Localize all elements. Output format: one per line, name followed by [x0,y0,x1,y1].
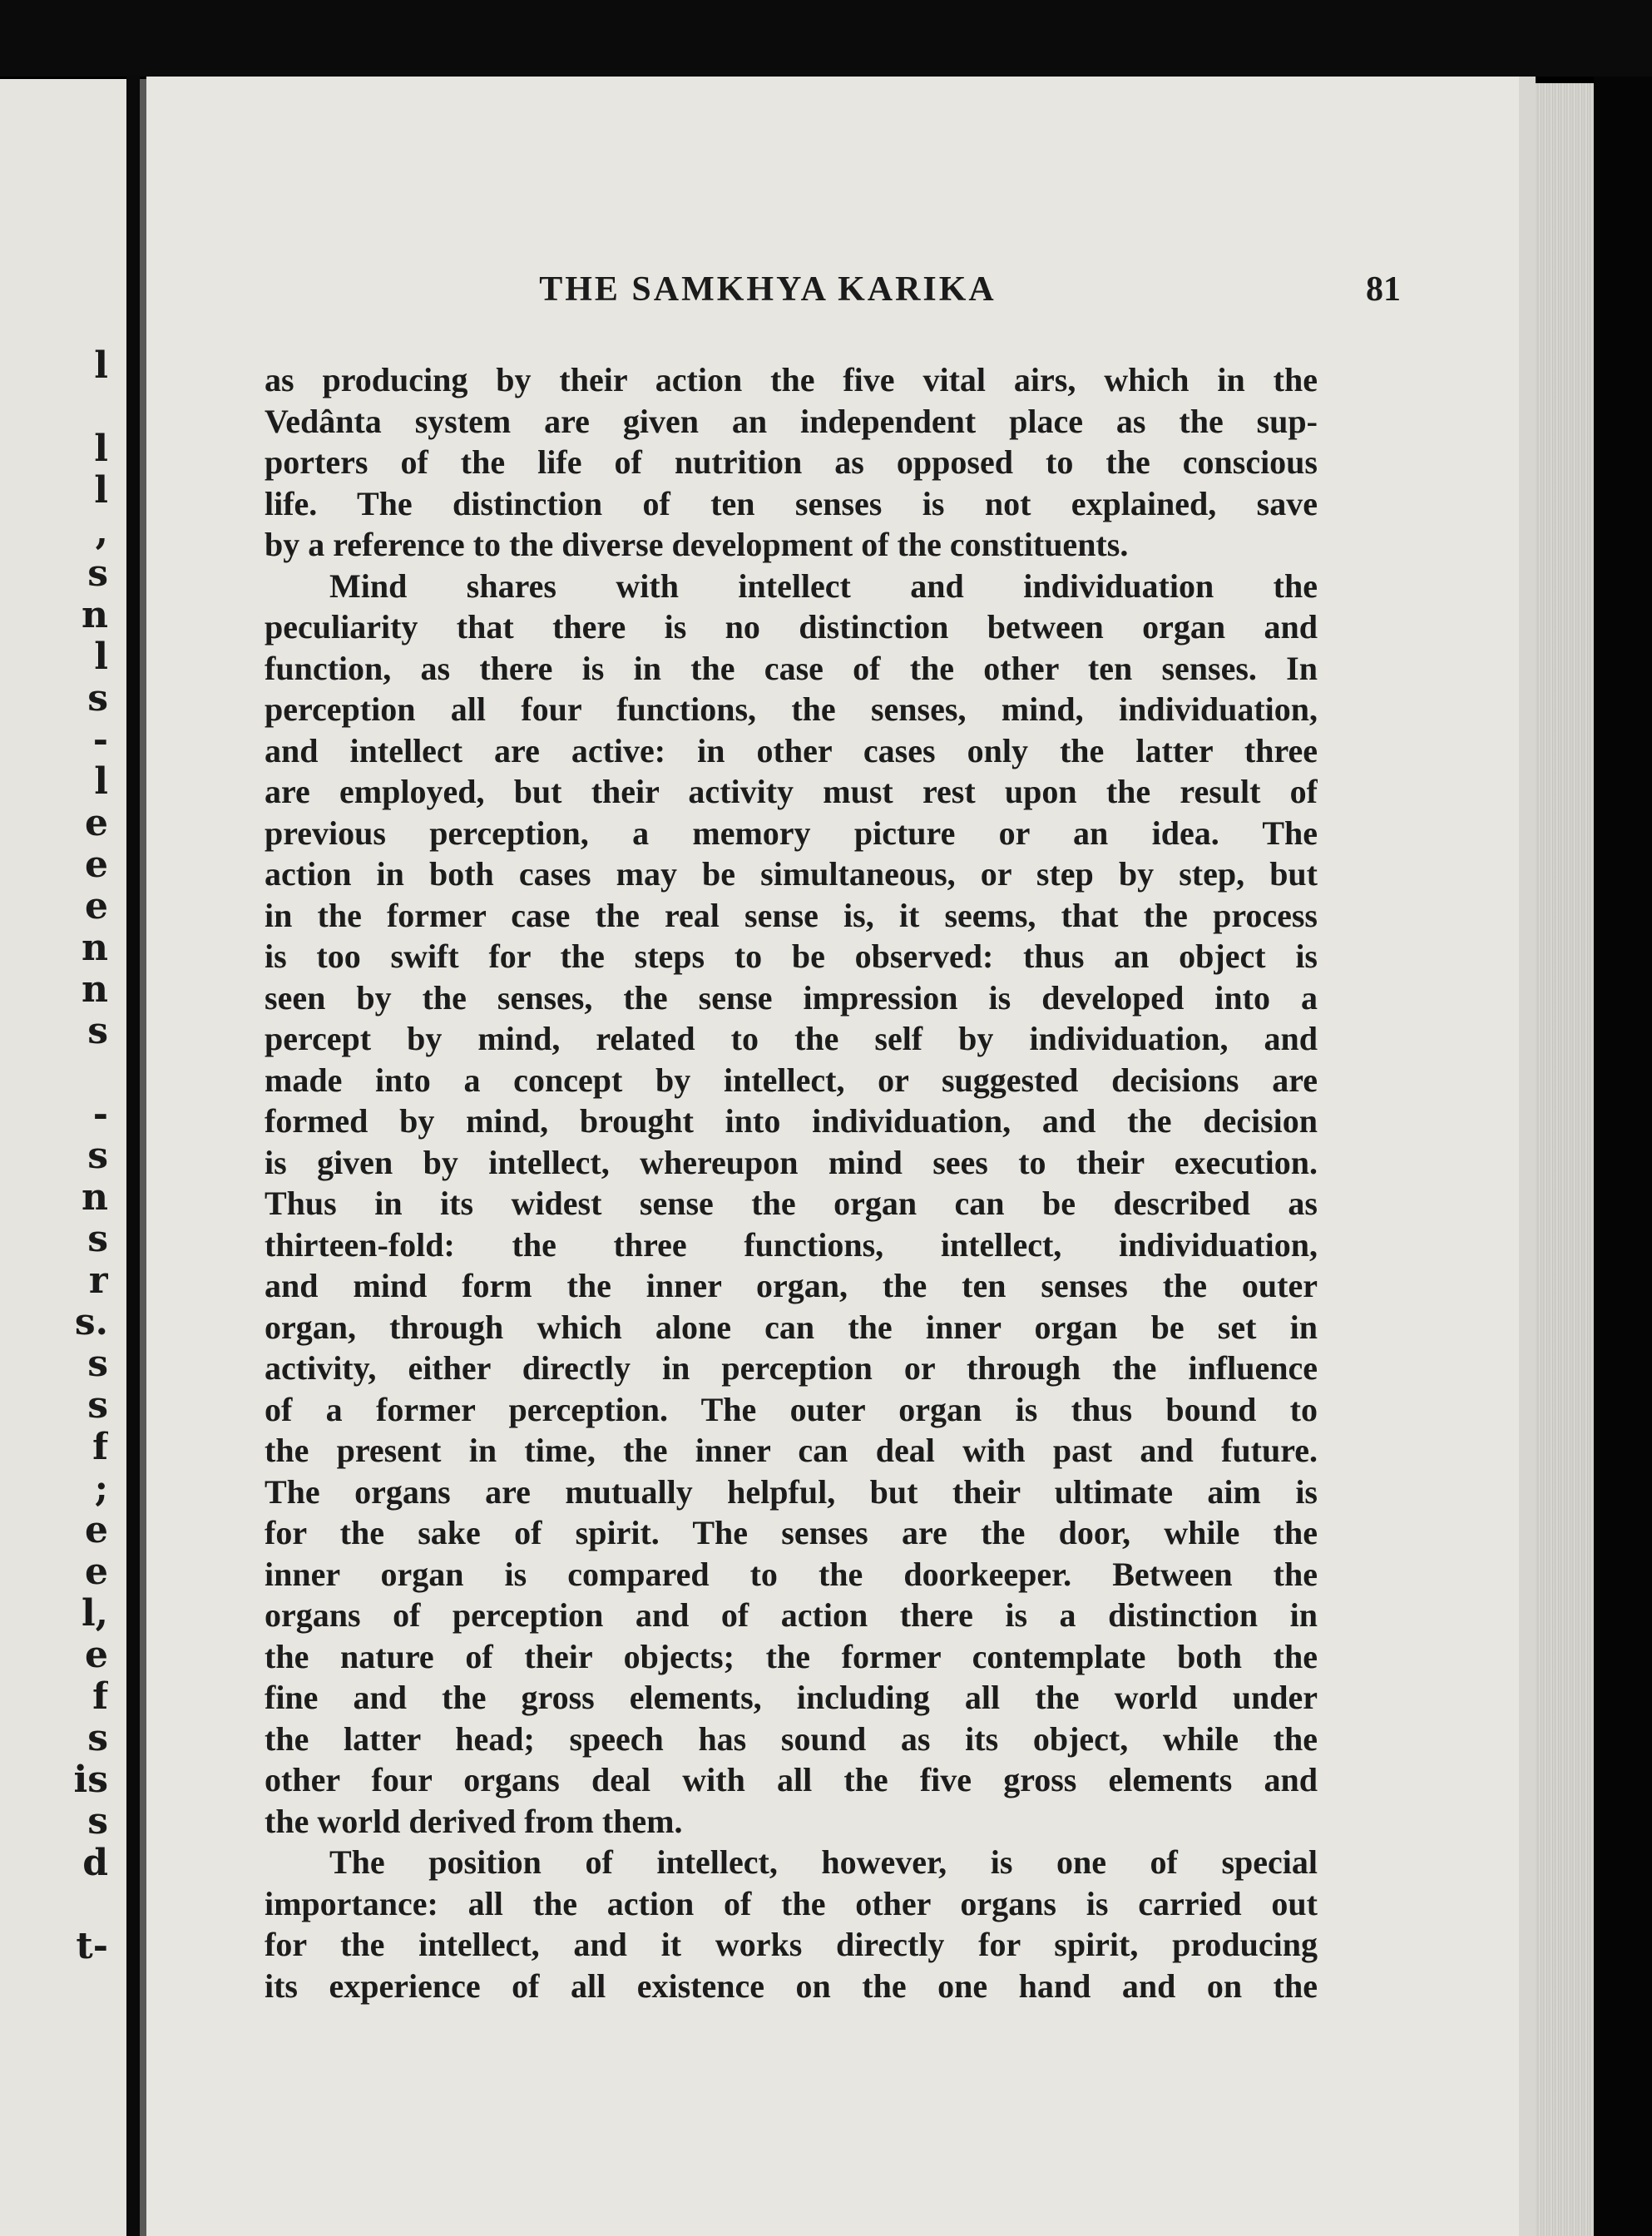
text-line: organs of perception and of action there is a distinction in [265,1596,1318,1634]
text-line: is too swift for the steps to be observed: thus an object is [265,937,1318,975]
text-line: are employed, but their activity must rest upon the result of [265,773,1318,810]
text-line: formed by mind, brought into individuation, and the decision [265,1102,1318,1140]
text-line: seen by the senses, the sense impression is developed into a [265,978,1318,1017]
text-line: is given by intellect, whereupon mind sees to their execution. [265,1143,1318,1181]
paragraph-start-line: Mind shares with intellect and individuation the [329,566,1318,605]
margin-fragment: s [87,1011,108,1052]
margin-fragment [8,1052,108,1094]
text-line: by a reference to the diverse development of the constituents. [265,526,1129,563]
margin-fragment: l [94,345,108,387]
text-line: organ, through which alone can the inner organ be set in [265,1308,1318,1346]
text-line: importance: all the action of the other organs is carried out [265,1884,1318,1922]
page-edge-shade [1519,77,1536,2236]
text-line: made into a concept by intellect, or suggested decisions are [265,1061,1318,1099]
text-line: its experience of all existence on the one hand and on the [265,1966,1318,2005]
text-line: and intellect are active: in other cases only the latter three [265,731,1318,769]
margin-fragment: is [73,1759,108,1801]
text-line: function, as there is in the case of the other ten senses. In [265,649,1318,687]
text-line: porters of the life of nutrition as opposed to the conscious [265,443,1318,481]
margin-fragment: l [94,428,108,470]
left-page-edge [0,79,126,2236]
margin-fragment: s [87,1801,108,1843]
margin-fragment: - [92,1094,108,1135]
margin-fragment: e [85,1510,108,1551]
margin-fragment: s [87,1219,108,1260]
text-line: action in both cases may be simultaneous, or step by step, but [265,855,1318,893]
margin-fragment: s [87,1343,108,1385]
margin-fragment: e [85,1635,108,1676]
margin-fragment [8,1884,108,1926]
margin-fragment: f [92,1676,108,1718]
text-line: previous perception, a memory picture or an idea. The [265,814,1318,852]
margin-fragment: r [88,1260,108,1302]
margin-fragment: ; [94,1468,108,1510]
margin-fragment: f [92,1427,108,1468]
text-line: the present in time, the inner can deal with past and future. [265,1432,1318,1469]
margin-fragment: s. [74,1302,108,1343]
paragraph-start-line: The position of intellect, however, is one of special [329,1843,1318,1881]
text-line: the nature of their objects; the former contemplate both the [265,1637,1318,1675]
running-head-title: THE SAMKHYA KARIKA [539,270,997,309]
margin-fragment: l [94,761,108,803]
running-head [256,270,1401,319]
margin-fragment: s [87,553,108,595]
margin-fragment: e [85,803,108,844]
margin-fragment: s [87,1135,108,1177]
text-line: The organs are mutually helpful, but their ultimate aim is [265,1472,1318,1511]
text-line: thirteen-fold: the three functions, intellect, individuation, [265,1225,1318,1264]
top-dark-border [0,0,1652,77]
margin-fragment: n [82,1177,108,1219]
text-line: for the sake of spirit. The senses are the door, while the [265,1514,1318,1551]
margin-fragment [8,387,108,428]
margin-fragment: t- [76,1926,108,1967]
margin-fragment: e [85,886,108,928]
margin-fragment: l, [81,1593,108,1635]
text-line: as producing by their action the five vital airs, which in the [265,361,1318,398]
margin-fragment: l [94,636,108,678]
text-line: fine and the gross elements, including all the world under [265,1679,1318,1716]
book-gutter [126,75,140,2236]
margin-fragment: , [95,512,108,553]
margin-fragment: s [87,1718,108,1759]
text-line: the latter head; speech has sound as its object, while the [265,1719,1318,1758]
right-page [146,77,1536,2236]
text-line: peculiarity that there is no distinction between organ and [265,608,1318,646]
margin-fragment: e [85,844,108,886]
text-line: inner organ is compared to the doorkeeper. Between the [265,1555,1318,1593]
margin-fragment: e [85,1551,108,1593]
left-page-margin-text [8,345,108,1967]
text-line: other four organs deal with all the five gross elements and [265,1761,1318,1798]
text-line: percept by mind, related to the self by individuation, and [265,1020,1318,1057]
body-text [265,359,1318,2006]
margin-fragment: s [87,678,108,720]
margin-fragment: l [94,470,108,512]
text-line: Thus in its widest sense the organ can be described as [265,1185,1318,1222]
page-stack-edges [1536,83,1594,2236]
margin-fragment: n [82,969,108,1011]
text-line: life. The distinction of ten senses is not explained, save [265,484,1318,522]
text-line: and mind form the inner organ, the ten senses the outer [265,1267,1318,1304]
text-line: perception all four functions, the senses, mind, individuation, [265,690,1318,728]
page-number: 81 [1366,270,1401,309]
text-line: of a former perception. The outer organ is thus bound to [265,1390,1318,1428]
right-dark-border [1594,77,1652,2236]
text-line: in the former case the real sense is, it seems, that the process [265,896,1318,934]
text-line: Vedânta system are given an independent place as the sup- [265,402,1318,440]
text-line: the world derived from them. [265,1802,683,1840]
margin-fragment: n [82,595,108,636]
margin-fragment: n [82,928,108,969]
text-line: for the intellect, and it works directly for spirit, producing [265,1926,1318,1963]
text-line: activity, either directly in perception or through the influence [265,1349,1318,1387]
margin-fragment: d [82,1843,108,1884]
margin-fragment: - [92,720,108,761]
margin-fragment: s [87,1385,108,1427]
